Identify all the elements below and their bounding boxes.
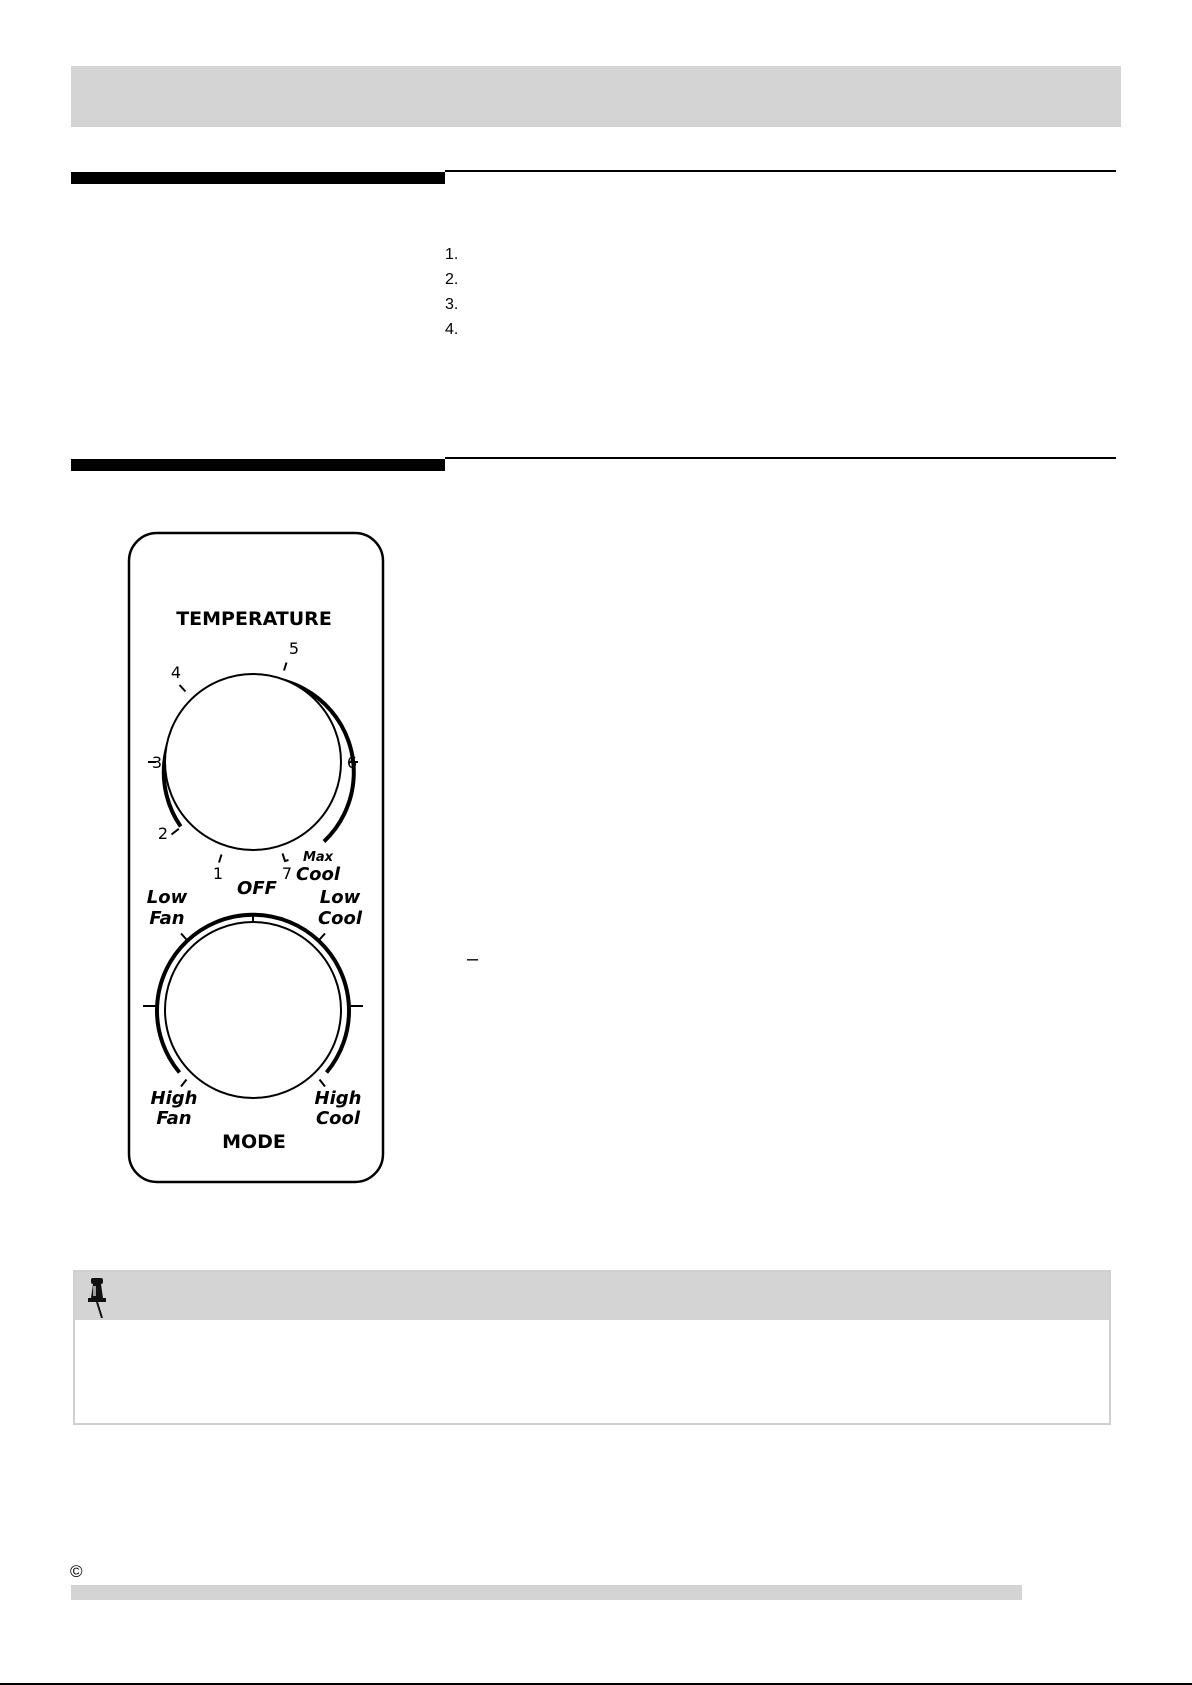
step-item-4: 4. [445, 321, 459, 338]
section-divider-1 [71, 170, 1116, 184]
note-box [73, 1270, 1111, 1425]
mode-high-fan-label-line2: Fan [156, 1108, 192, 1129]
mode-high-cool-label-line2: Cool [315, 1108, 361, 1129]
step-item-3: 3. [445, 296, 459, 313]
temperature-label-3: 3 [151, 753, 163, 772]
section-divider-thin [445, 457, 1116, 459]
pushpin-icon [85, 1276, 115, 1320]
header-banner [71, 66, 1121, 127]
temperature-label-2: 2 [157, 824, 169, 843]
mode-off-label: OFF [237, 878, 277, 899]
mode-high-cool-label-line1: High [314, 1088, 362, 1109]
footer-bar [71, 1585, 1022, 1600]
temperature-label-5: 5 [288, 639, 300, 658]
note-header [75, 1272, 1109, 1320]
section-divider-thick [71, 459, 445, 471]
control-panel-svg [126, 530, 386, 1185]
temperature-title: TEMPERATURE [176, 608, 332, 630]
mode-knob[interactable] [165, 922, 341, 1098]
mode-low-cool-label-line1: Low [319, 887, 361, 908]
copyright-mark: © [70, 1562, 83, 1581]
control-panel-illustration [126, 530, 386, 1185]
max-label: Max [302, 850, 334, 865]
temperature-label-1: 1 [212, 864, 224, 883]
mode-low-fan-label-line1: Low [146, 887, 188, 908]
temperature-label-4: 4 [170, 663, 182, 682]
step-list [445, 245, 458, 345]
mode-title: MODE [222, 1131, 286, 1153]
section-divider-thick [71, 172, 445, 184]
mode-high-fan-label-line1: High [150, 1088, 198, 1109]
step-item-2: 2. [445, 271, 459, 288]
section-divider-thin [445, 170, 1116, 172]
temperature-knob[interactable] [165, 674, 341, 850]
step-item-1: 1. [445, 246, 459, 263]
temperature-label-7: 7 [281, 864, 293, 883]
dash-mark: – [467, 948, 479, 970]
mode-low-fan-label-line2: Fan [149, 908, 185, 929]
section-divider-2 [71, 457, 1116, 471]
mode-low-cool-label-line2: Cool [317, 908, 363, 929]
temperature-label-6: 6 [346, 753, 358, 772]
cool-label: Cool [295, 864, 341, 885]
